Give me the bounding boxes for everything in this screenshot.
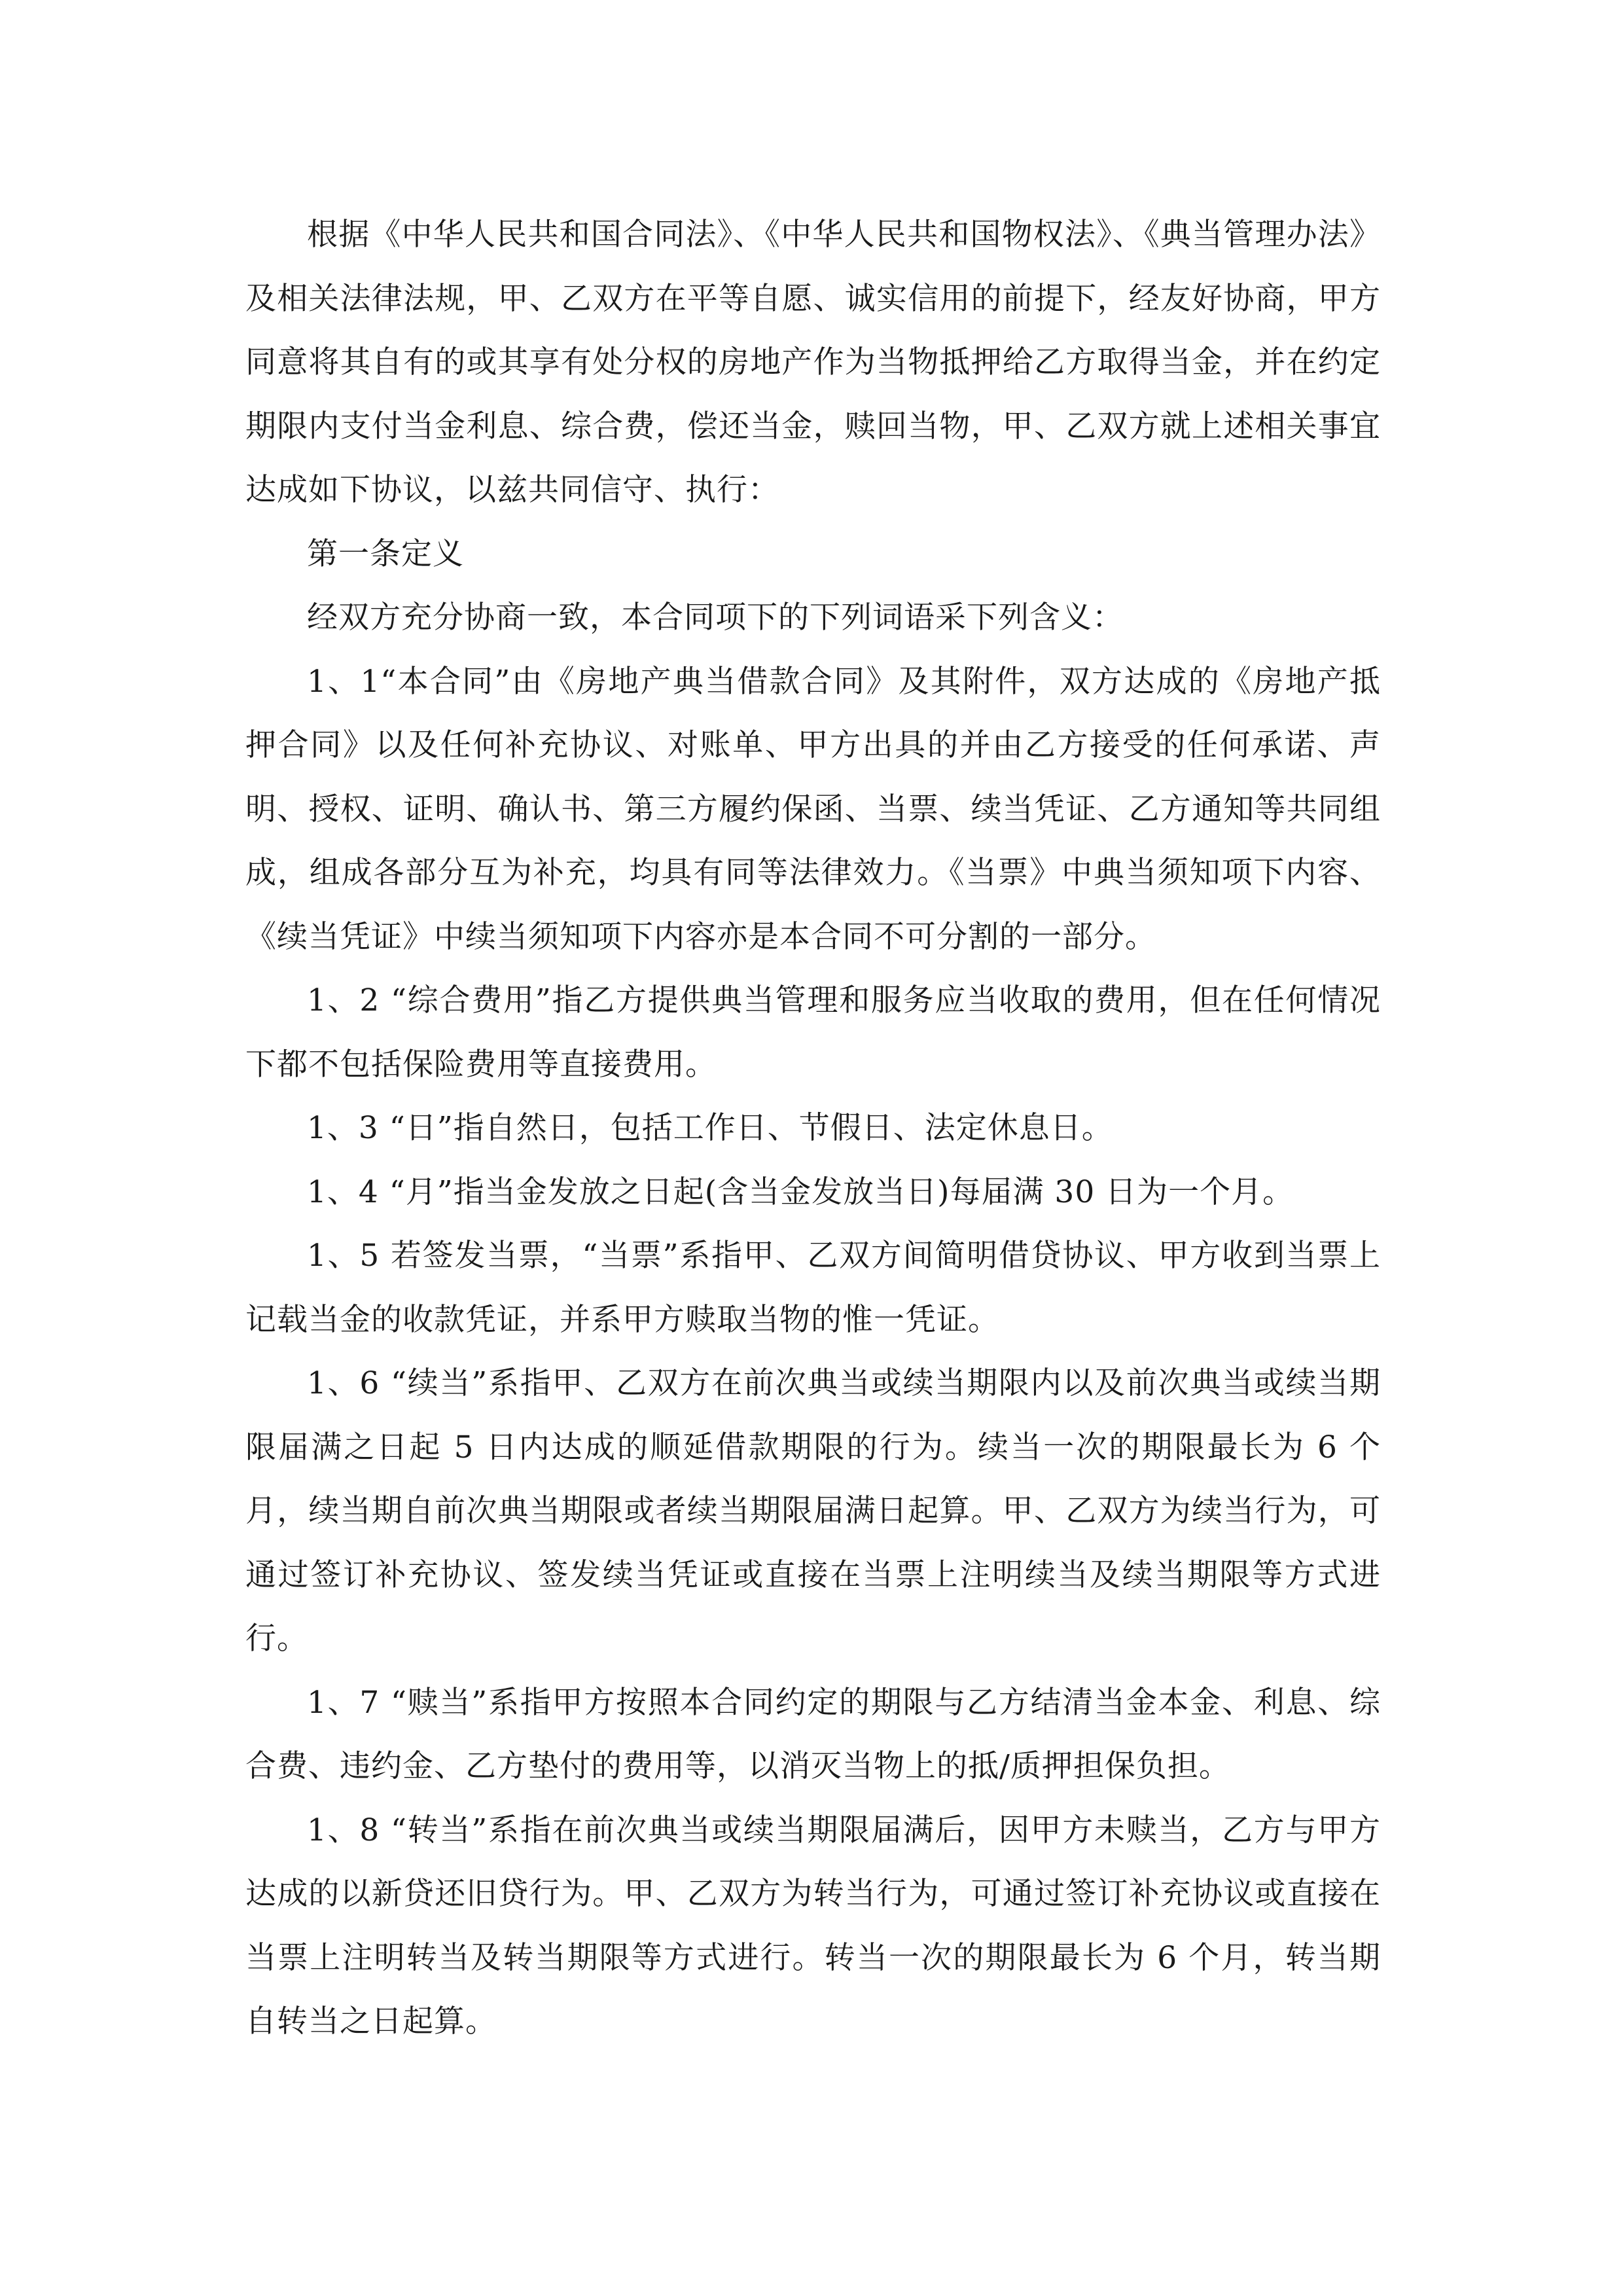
definition-1-1: 1、1“本合同”由《房地产典当借款合同》及其附件，双方达成的《房地产抵押合同》以及任何补充协议、对账单、甲方出具的并由乙方接受的任何承诺、声明、授权、证明、确认书、第三方履约保函、当票、续当凭证、乙方通知等共同组成，组成各部分互为补充，均具有同等法律效力。《当票》中典当须知项下内容、《续当凭证》中续当须知项下内容亦是本合同不可分割的一部分。 (245, 663, 1381, 955)
definition-1-7: 1、7 “赎当”系指甲方按照本合同约定的期限与乙方结清当金本金、利息、综合费、违约金、乙方垫付的费用等，以消灭当物上的抵/质押担保负担。 (245, 1684, 1381, 1784)
definition-intro: 经双方充分协商一致，本合同项下的下列词语采下列含义： (307, 600, 1124, 636)
definition-1-4: 1、4 “月”指当金发放之日起(含当金发放当日)每届满 30 日为一个月。 (307, 1174, 1294, 1210)
document-body (245, 203, 1381, 2054)
definition-1-6: 1、6 “续当”系指甲、乙双方在前次典当或续当期限内以及前次典当或续当期限届满之日起 5 日内达成的顺延借款期限的行为。续当一次的期限最长为 6 个月，续当期自前次典当期限或者续当期限届满日起算。甲、乙双方为续当行为，可通过签订补充协议、签发续当凭证或直接在当票上注明续当及续当期限等方式进行。 (245, 1365, 1381, 1657)
definition-1-2: 1、2 “综合费用”指乙方提供典当管理和服务应当收取的费用，但在任何情况下都不包括保险费用等直接费用。 (245, 982, 1381, 1083)
definition-1-5: 1、5 若签发当票，“当票”系指甲、乙双方间简明借贷协议、甲方收到当票上记载当金的收款凭证，并系甲方赎取当物的惟一凭证。 (245, 1238, 1381, 1338)
article-heading: 第一条定义 (307, 535, 464, 572)
preamble-paragraph: 根据《中华人民共和国合同法》、《中华人民共和国物权法》、《典当管理办法》及相关法律法规，甲、乙双方在平等自愿、诚实信用的前提下，经友好协商，甲方同意将其自有的或其享有处分权的房地产作为当物抵押给乙方取得当金，并在约定期限内支付当金利息、综合费，偿还当金，赎回当物，甲、乙双方就上述相关事宜达成如下协议，以兹共同信守、执行： (245, 217, 1381, 508)
definition-1-8: 1、8 “转当”系指在前次典当或续当期限届满后，因甲方未赎当，乙方与甲方达成的以新贷还旧贷行为。甲、乙双方为转当行为，可通过签订补充协议或直接在当票上注明转当及转当期限等方式进行。转当一次的期限最长为 6 个月，转当期自转当之日起算。 (245, 1812, 1381, 2039)
definition-1-3: 1、3 “日”指自然日，包括工作日、节假日、法定休息日。 (307, 1110, 1113, 1146)
